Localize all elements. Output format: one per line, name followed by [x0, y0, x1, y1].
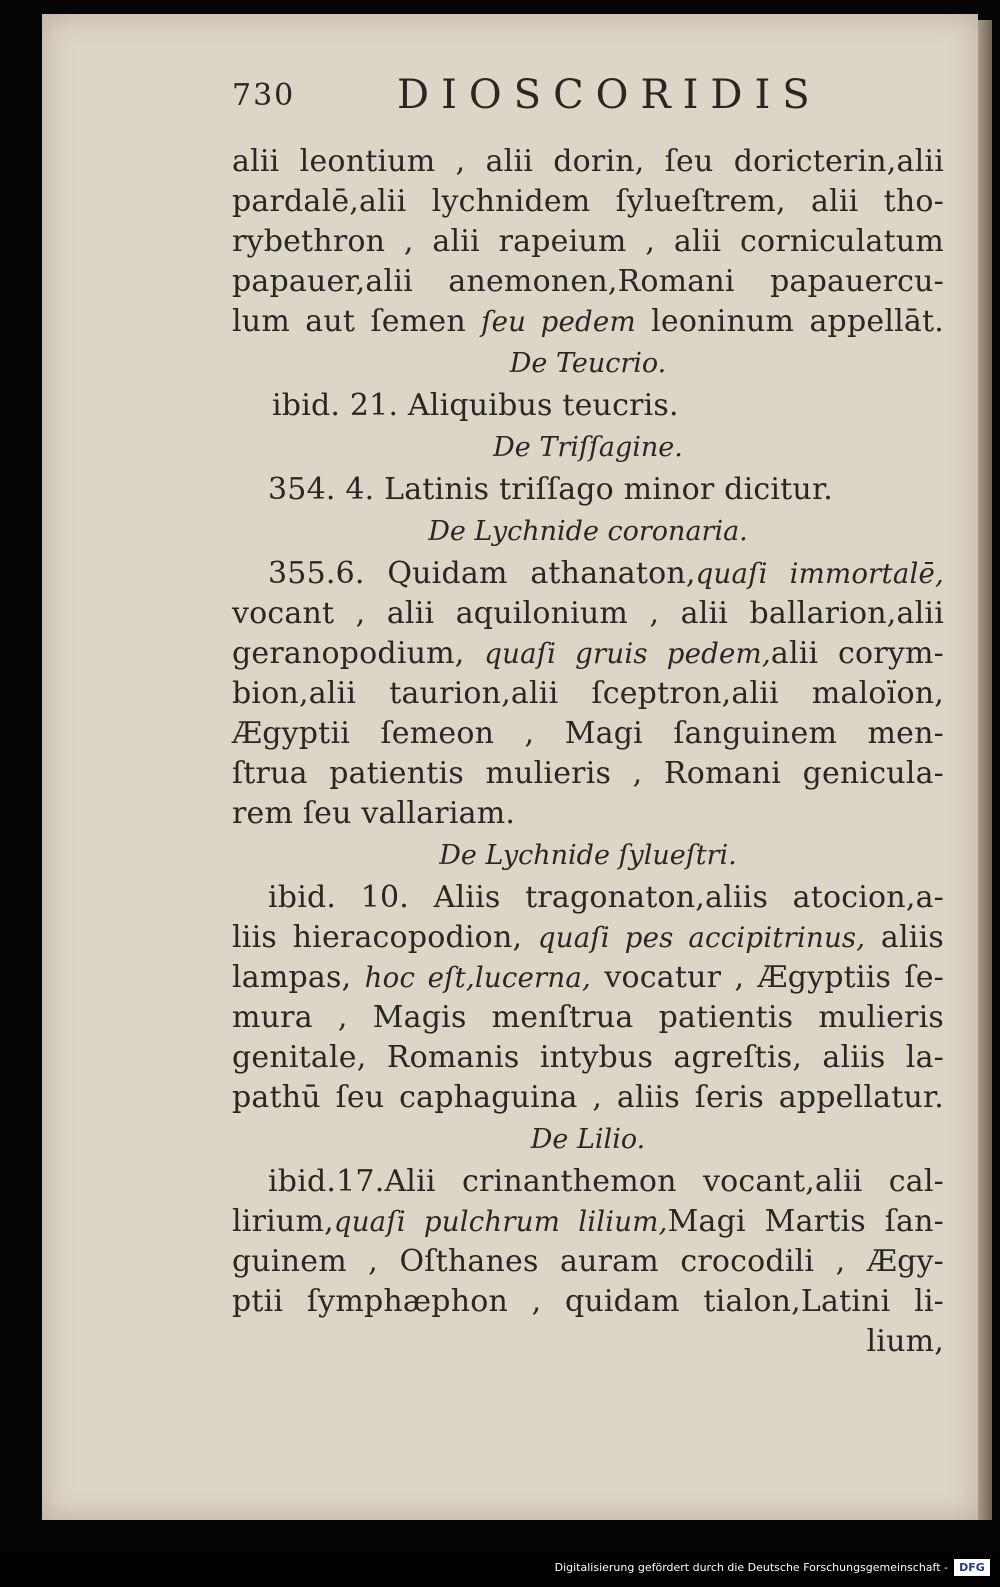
- section-heading-teucrium: De Teucrio.: [509, 348, 667, 379]
- text-line: [232, 634, 944, 674]
- text-line: [232, 958, 944, 998]
- text-run: aliis: [865, 920, 944, 955]
- page-text: [42, 14, 978, 1520]
- text-line: ibid. 10. Aliis tragonaton,aliis atocion,a-: [268, 880, 944, 915]
- section-heading-lilium: De Lilio.: [530, 1124, 646, 1155]
- text-run: lum aut ſemen: [232, 304, 482, 339]
- section-heading-trissago: De Triſſagine.: [493, 432, 683, 463]
- section-heading-lychnis-sylvestris: De Lychnide ſylueſtri.: [439, 840, 737, 871]
- catchword-line: lium,: [866, 1324, 944, 1359]
- text-line: guinem , Oſthanes auram crocodili , Ægy-: [232, 1244, 944, 1279]
- text-line: ſtrua patientis mulieris , Romani genicula-: [232, 756, 944, 791]
- text-line: [232, 1202, 944, 1242]
- paper-leaf: [42, 14, 978, 1520]
- text-run: lampas,: [232, 960, 365, 995]
- text-line: [268, 554, 944, 594]
- italic-run: quaſi immortalē,: [695, 557, 944, 590]
- text-line: papauer,alii anemonen,Romani papauercu-: [232, 264, 944, 299]
- page-edge-shadow: [978, 20, 992, 1520]
- text-line: [232, 302, 944, 342]
- text-line: rybethron , alii rapeium , alii corniculatum: [232, 224, 944, 259]
- text-line: genitale, Romanis intybus agreſtis, aliis la-: [232, 1040, 944, 1075]
- text-line: ibid. 21. Aliquibus teucris.: [272, 388, 679, 423]
- text-line: [232, 918, 944, 958]
- text-run: 355.6. Quidam athanaton,: [268, 556, 696, 591]
- text-line: bion,alii taurion,alii ſceptron,alii maloïon,: [232, 676, 944, 711]
- section-heading-lychnis-coronaria: De Lychnide coronaria.: [428, 516, 748, 547]
- text-run: liis hieracopodion,: [232, 920, 538, 955]
- page-number: 730: [232, 78, 296, 113]
- text-run: geranopodium,: [232, 636, 485, 671]
- text-line: pardalē,alii lychnidem ſylueſtrem, alii tho-: [232, 184, 944, 219]
- running-title: DIOSCORIDIS: [397, 72, 822, 118]
- text-line: ptii ſymphæphon , quidam tialon,Latini li-: [232, 1284, 944, 1319]
- text-line: mura , Magis menſtrua patientis mulieris: [232, 1000, 944, 1035]
- digitization-footer: [0, 1552, 1000, 1587]
- italic-run: quaſi pulchrum lilium,: [333, 1205, 668, 1238]
- page-header: [232, 72, 952, 128]
- italic-run: quaſi gruis pedem,: [484, 637, 771, 670]
- italic-run: hoc eſt,lucerna,: [364, 961, 592, 994]
- text-run: lirium,: [232, 1204, 334, 1239]
- dfg-logo: DFG: [954, 1559, 990, 1576]
- text-line: pathū ſeu caphaguina , aliis ſeris appellatur.: [232, 1080, 944, 1115]
- text-run: alii corym-: [770, 636, 944, 671]
- text-run: vocatur , Ægyptiis ſe-: [591, 960, 945, 995]
- text-line: rem ſeu vallariam.: [232, 796, 516, 831]
- text-run: leoninum appellāt.: [635, 304, 944, 339]
- funding-credit: Digitalisierung gefördert durch die Deutsche Forschungsgemeinschaft -: [554, 1561, 948, 1574]
- text-line: ibid.17.Alii crinanthemon vocant,alii cal-: [268, 1164, 944, 1199]
- italic-run: quaſi pes accipitrinus,: [537, 921, 866, 954]
- text-line: 354. 4. Latinis triſſago minor dicitur.: [268, 472, 833, 507]
- text-line: alii leontium , alii dorin, ſeu doricterin,alii: [232, 144, 944, 179]
- text-run: Magi Martis ſan-: [667, 1204, 944, 1239]
- text-line: Ægyptii ſemeon , Magi ſanguinem men-: [232, 716, 944, 751]
- italic-run: ſeu pedem: [481, 305, 636, 338]
- text-line: vocant , alii aquilonium , alii ballarion,alii: [232, 596, 944, 631]
